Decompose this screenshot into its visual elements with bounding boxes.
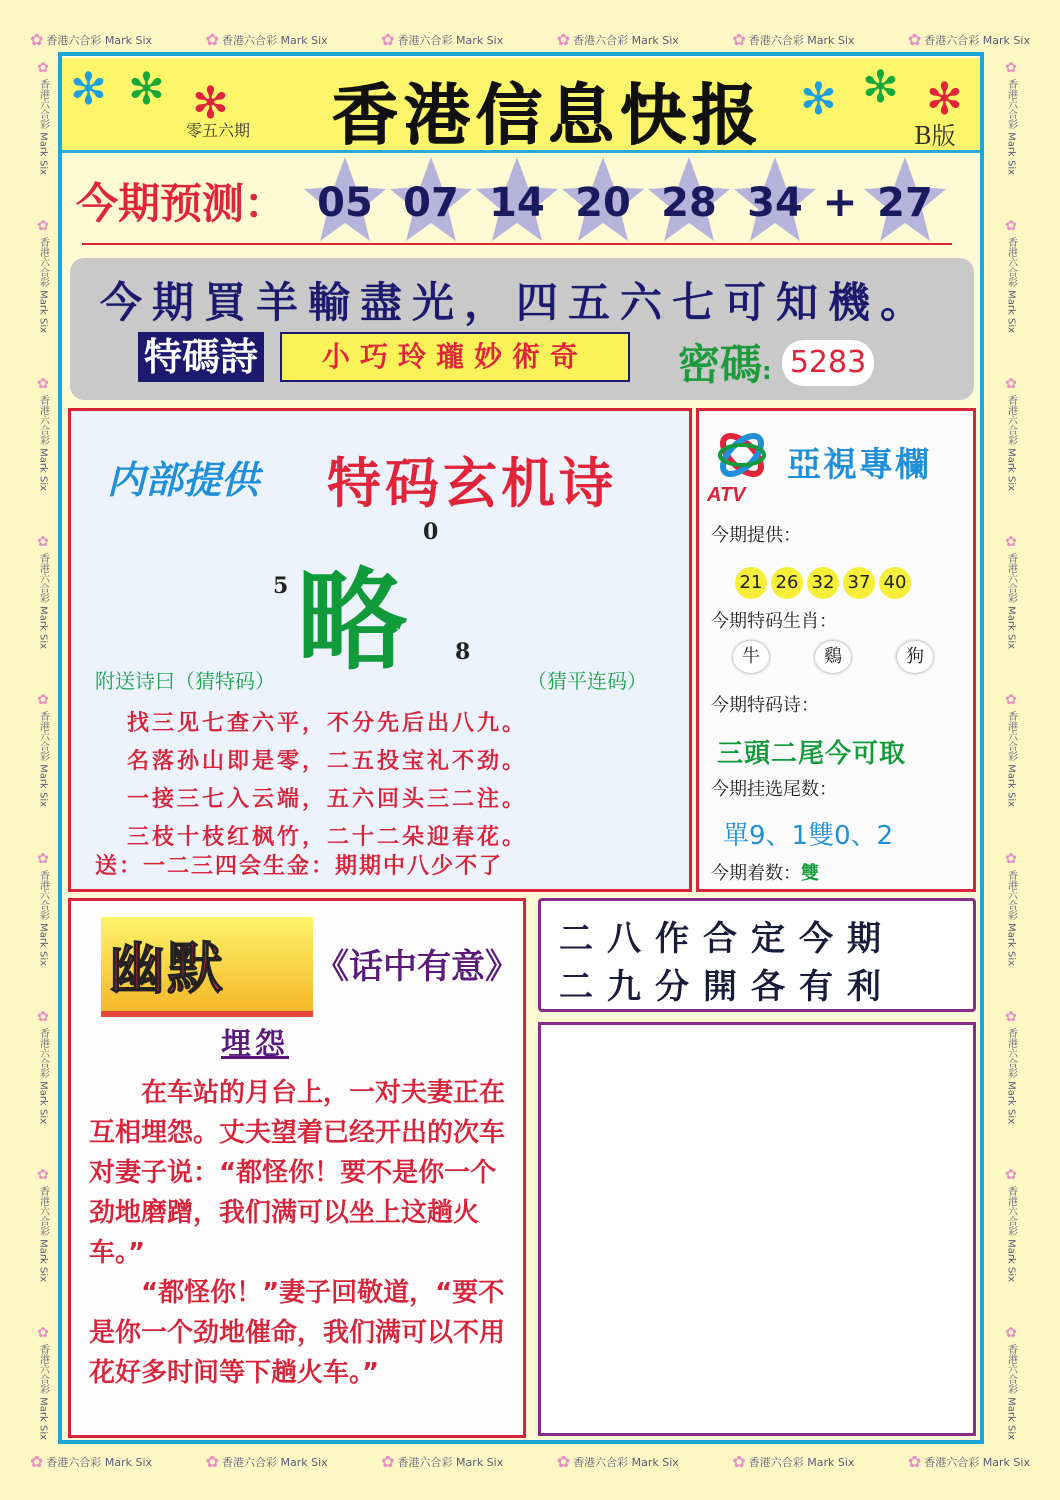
bottom-border-strip: [30, 1452, 1030, 1471]
number-text: 34: [747, 180, 803, 226]
blank-panel: [538, 1022, 976, 1436]
border-label: 香港六合彩 Mark Six: [397, 1455, 504, 1469]
predicted-number: [560, 155, 646, 245]
flower-icon: ✿: [1005, 218, 1017, 235]
border-label-item: [557, 1452, 679, 1471]
border-label-item: [381, 1452, 503, 1471]
flower-icon: ✿: [37, 1166, 49, 1183]
border-label: 香港六合彩 Mark Six: [1005, 237, 1017, 334]
flower-icon: ✿: [1005, 534, 1017, 551]
parity-row: [711, 859, 819, 885]
border-label-item: [206, 30, 328, 49]
left-border-strip: [32, 60, 54, 1440]
flower-icon: ✿: [37, 60, 49, 76]
border-label-item: [908, 1452, 1030, 1471]
border-label: 香港六合彩 Mark Six: [37, 1343, 49, 1440]
border-label-item: [36, 60, 51, 175]
flower-icon: ✿: [1005, 60, 1017, 76]
poem-gift-line: 送：一二三四会生金：期期中八少不了: [95, 854, 504, 879]
border-label-item: [1004, 692, 1019, 807]
border-label-item: [1004, 851, 1019, 966]
flower-icon: ✿: [732, 30, 746, 49]
border-label-item: [381, 30, 503, 49]
border-label: 香港六合彩 Mark Six: [37, 553, 49, 650]
code-label: [678, 332, 772, 392]
right-border-strip: [1000, 60, 1022, 1440]
flower-icon: ✿: [37, 850, 49, 867]
flower-icon: ✿: [1005, 850, 1017, 867]
story-title: 埋怨: [221, 1027, 289, 1062]
border-label-item: [36, 376, 51, 491]
border-label-item: [1004, 1325, 1019, 1440]
parity-value: 雙: [801, 863, 819, 884]
edition-label: B版: [914, 122, 956, 150]
number-text: 20: [575, 180, 631, 226]
border-label: 香港六合彩 Mark Six: [1005, 1027, 1017, 1124]
border-label: 香港六合彩 Mark Six: [397, 33, 504, 47]
predicted-number: [388, 155, 474, 245]
asterisk-flower-icon: ✻: [800, 74, 837, 125]
special-number: [862, 155, 948, 245]
flower-icon: ✿: [30, 30, 44, 49]
number-text: 14: [489, 180, 545, 226]
flower-icon: ✿: [556, 1452, 571, 1471]
border-label-item: [1004, 1167, 1019, 1282]
asterisk-flower-icon: ✻: [926, 74, 963, 125]
poem-line: 一接三七入云端，五六回头三二注。: [127, 787, 528, 812]
flower-icon: ✿: [1005, 1008, 1017, 1025]
border-label-item: [732, 30, 854, 49]
border-label: 香港六合彩 Mark Six: [37, 1185, 49, 1282]
riddle-digit-left: 5: [273, 573, 289, 599]
atv-poem: 三頭二尾今可取: [717, 739, 907, 769]
slogan-box: [70, 258, 974, 400]
story-paragraph: 在车站的月台上，一对夫妻正在互相埋怨。丈夫望着已经开出的次车对妻子说：“都怪你！要不是你一个劲地磨蹭，我们满可以坐上这趟火车。”: [89, 1078, 506, 1268]
border-label-item: [30, 30, 152, 49]
divider: [82, 243, 952, 245]
border-label-item: [36, 218, 51, 333]
predicted-number: [474, 155, 560, 245]
poem-line: 找三见七查六平，不分先后出八九。: [127, 711, 528, 736]
border-label: 香港六合彩 Mark Six: [573, 33, 679, 47]
border-label: 香港六合彩 Mark Six: [37, 395, 49, 492]
riddle-digit-top: 0: [423, 519, 439, 545]
humor-banner: [101, 917, 313, 1017]
couplet-line: 二九分開各有利: [559, 967, 895, 1007]
number-ball: 32: [807, 567, 839, 599]
prediction-numbers: [302, 155, 948, 245]
border-label-item: [908, 30, 1030, 49]
flower-icon: ✿: [907, 1452, 922, 1471]
humor-subtitle: 《话中有意》: [315, 947, 519, 987]
atv-column-panel: [696, 408, 976, 892]
couplet-panel: [538, 898, 976, 1012]
border-label-item: [36, 1167, 51, 1282]
story-paragraph: “都怪你！”妻子回敬道，“要不是你一个劲地催命，我们满可以不用花好多时间等下趟火车。”: [89, 1278, 506, 1388]
flower-icon: ✿: [556, 30, 571, 49]
border-label-item: [1004, 1009, 1019, 1124]
border-label-item: [1004, 376, 1019, 491]
flower-icon: ✿: [1005, 1166, 1017, 1183]
page-title: 香港信息快报: [332, 76, 764, 154]
border-label: 香港六合彩 Mark Six: [924, 1455, 1030, 1469]
riddle-poem-panel: [68, 408, 692, 892]
special-poem: 小巧玲瓏妙術奇: [280, 332, 630, 382]
border-label: 香港六合彩 Mark Six: [1005, 79, 1017, 176]
attached-poem-label: 附送诗曰（猜特码）: [95, 669, 275, 693]
border-label-item: [36, 534, 51, 649]
provide-label: 今期提供：: [711, 525, 801, 546]
plus-sign: +: [822, 177, 858, 226]
tail-label: 今期挂选尾数：: [711, 779, 837, 800]
flower-icon: ✿: [381, 1452, 395, 1471]
border-label: 香港六合彩 Mark Six: [1005, 869, 1017, 966]
flower-icon: ✿: [1005, 376, 1017, 393]
border-label: 香港六合彩 Mark Six: [748, 1455, 855, 1469]
number-text: 07: [403, 180, 459, 226]
border-label: 香港六合彩 Mark Six: [46, 1455, 153, 1469]
number-ball: 21: [735, 567, 767, 599]
riddle-character: 略: [297, 557, 407, 685]
number-text: 28: [661, 180, 717, 226]
prediction-row: [62, 155, 980, 250]
zodiac-badge: 狗: [897, 641, 933, 673]
border-label: 香港六合彩 Mark Six: [1005, 711, 1017, 808]
flower-icon: ✿: [1005, 1324, 1017, 1341]
top-border-strip: [30, 30, 1030, 49]
border-label: 香港六合彩 Mark Six: [1005, 553, 1017, 650]
prediction-label: 今期预测：: [76, 179, 287, 228]
flower-icon: ✿: [907, 30, 922, 49]
slogan-text: 今期買羊輸盡光，四五六七可知機。: [100, 278, 933, 327]
special-poem-tag: 特碼詩: [138, 332, 264, 382]
number-ball: 37: [843, 567, 875, 599]
zodiac-row: [733, 641, 933, 673]
inner-label: 内部提供: [107, 458, 260, 502]
humor-panel: [68, 898, 526, 1438]
flower-icon: ✿: [37, 376, 49, 393]
attached-poem-hint: （猜平连码）: [527, 669, 647, 693]
border-label: 香港六合彩 Mark Six: [221, 1455, 328, 1469]
border-label: 香港六合彩 Mark Six: [37, 711, 49, 808]
border-label-item: [732, 1452, 854, 1471]
flower-icon: ✿: [732, 1452, 746, 1471]
poem-label: 今期特码诗：: [711, 695, 819, 716]
zodiac-badge: 牛: [733, 641, 769, 673]
border-label-item: [36, 1325, 51, 1440]
zodiac-badge: 鷄: [815, 641, 851, 673]
border-label-item: [1004, 534, 1019, 649]
header: [62, 58, 980, 153]
poem-line: 名落孙山即是零，二五投宝礼不劲。: [127, 749, 528, 774]
border-label: 香港六合彩 Mark Six: [37, 1027, 49, 1124]
riddle-title: 特码玄机诗: [327, 451, 617, 515]
code-value: 5283: [782, 340, 874, 386]
asterisk-flower-icon: ✻: [862, 62, 899, 113]
atv-logo-icon: [707, 425, 777, 505]
story-text: [89, 1073, 513, 1393]
asterisk-flower-icon: ✻: [70, 64, 107, 115]
flower-icon: ✿: [30, 1452, 44, 1471]
parity-label: 今期着数：: [711, 863, 801, 884]
predicted-number: [646, 155, 732, 245]
couplet-line: 二八作合定今期: [559, 919, 895, 959]
border-label-item: [206, 1452, 328, 1471]
poem-line: 三枝十枝红枫竹，二十二朵迎春花。: [127, 825, 528, 850]
border-label: 香港六合彩 Mark Six: [46, 33, 153, 47]
number-ball: 26: [771, 567, 803, 599]
poem-lines: [127, 705, 527, 857]
border-label: 香港六合彩 Mark Six: [37, 869, 49, 966]
border-label: 香港六合彩 Mark Six: [1005, 1343, 1017, 1440]
flower-icon: ✿: [37, 218, 49, 235]
flower-icon: ✿: [37, 534, 49, 551]
border-label-item: [30, 1452, 152, 1471]
border-label-item: [1004, 218, 1019, 333]
issue-label: 零五六期: [186, 121, 251, 140]
humor-label: 幽默: [109, 937, 225, 1002]
number-ball: 40: [879, 567, 911, 599]
border-label-item: [36, 692, 51, 807]
predicted-number: [302, 155, 388, 245]
border-label-item: [36, 851, 51, 966]
border-label: 香港六合彩 Mark Six: [924, 33, 1030, 47]
flower-icon: ✿: [37, 692, 49, 709]
asterisk-flower-icon: ✻: [192, 78, 229, 129]
tail-value: 單9、1雙0、2: [723, 821, 894, 851]
flower-icon: ✿: [381, 30, 395, 49]
flower-icon: ✿: [205, 1452, 219, 1471]
ball-row: [735, 567, 911, 599]
border-label: 香港六合彩 Mark Six: [1005, 1185, 1017, 1282]
border-label: 香港六合彩 Mark Six: [37, 79, 49, 176]
border-label: 香港六合彩 Mark Six: [221, 33, 328, 47]
flower-icon: ✿: [1005, 692, 1017, 709]
border-label: 香港六合彩 Mark Six: [748, 33, 855, 47]
number-text: 27: [877, 180, 933, 226]
riddle-digit-bottom: 8: [455, 639, 471, 665]
atv-logo-text: ATV: [707, 484, 746, 505]
flower-icon: ✿: [37, 1008, 49, 1025]
border-label: 香港六合彩 Mark Six: [37, 237, 49, 334]
flower-icon: ✿: [37, 1324, 49, 1341]
border-label: 香港六合彩 Mark Six: [573, 1455, 679, 1469]
border-label-item: [36, 1009, 51, 1124]
number-text: 05: [317, 180, 373, 226]
zodiac-label: 今期特码生肖：: [711, 611, 837, 632]
atv-title: 亞視專欄: [787, 445, 931, 485]
code-label-text: 密碼: [678, 340, 763, 389]
code-colon: :: [762, 357, 772, 385]
predicted-number: [732, 155, 818, 245]
border-label-item: [1004, 60, 1019, 175]
flower-icon: ✿: [205, 30, 219, 49]
border-label-item: [557, 30, 679, 49]
asterisk-flower-icon: ✻: [128, 64, 165, 115]
border-label: 香港六合彩 Mark Six: [1005, 395, 1017, 492]
